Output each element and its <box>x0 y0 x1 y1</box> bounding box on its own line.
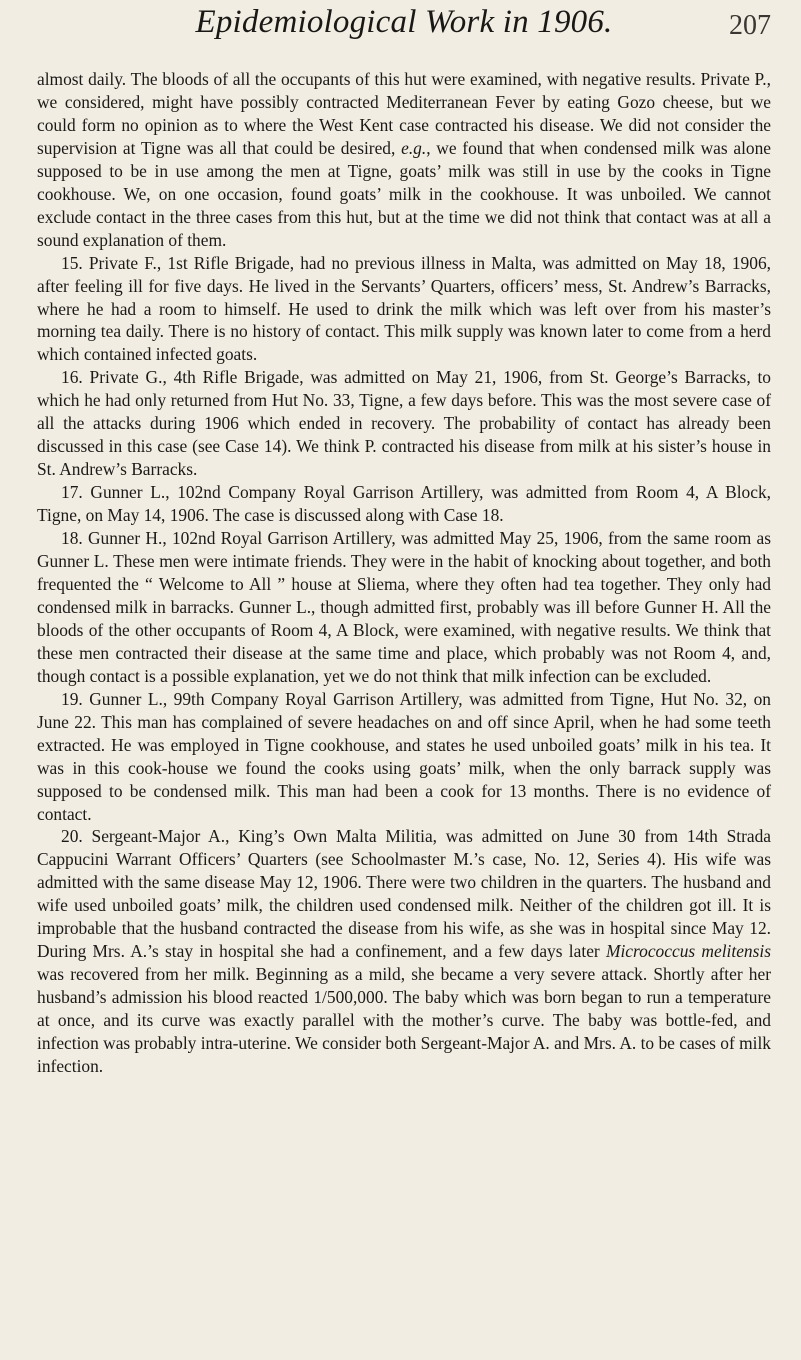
text-run: was recovered from her milk. Beginning as a mild, she became a very severe attack. Shortly after her husband’s admission his blood reacted 1/500,000. The baby which was born began to run a temperature at once, and its curve was exactly parallel with the mother’s curve. The baby was bottle-fed, and infection was probably intra-uterine. We consider both Sergeant-Major A. and Mrs. A. to be cases of milk infection. <box>37 964 771 1076</box>
case-paragraph <box>37 366 771 481</box>
text-run: 15. Private F., 1st Rifle Brigade, had no previous illness in Malta, was admitted on May 18, 1906, after feeling ill for five days. He lived in the Servants’ Quarters, officers’ mess, St. Andrew’s Barracks, where he had a room to himself. He used to drink the milk which was left over from his master’s morning tea daily. There is no history of contact. This milk supply was known later to come from a herd which contained infected goats. <box>37 252 771 365</box>
text-run: 20. Sergeant-Major A., King’s Own Malta Militia, was admitted on June 30 from 14th Strada Cappucini Warrant Officers’ Quarters (see Schoolmaster M.’s case, No. 12, Series 4). His wife was admitted with the same disease May 12, 1906. There were two children in the quarters. The husband and wife used unboiled goats’ milk, the children used condensed milk. Neither of the children got ill. It is improbable that the husband contracted the disease from his wife, as she was in hospital since May 12. During Mrs. A.’s stay in hospital she had a confinement, and a few days later <box>37 826 771 962</box>
text-run: 16. Private G., 4th Rifle Brigade, was admitted on May 21, 1906, from St. George’s Barracks, to which he had only returned from Hut No. 33, Tigne, a few days before. This was the most severe case of all the attacks during 1906 which ended in recovery. The probability of contact has already been discussed in this case (see Case 14). We think P. contracted his disease from milk at his sister’s house in St. Andrew’s Barracks. <box>37 367 771 480</box>
page-number: 207 <box>729 10 771 41</box>
text-run: , we found that when condensed milk was alone supposed to be in use among the men at Tigne, goats’ milk was still in use by the cooks in Tigne cookhouse. We, on one occasion, found goats’ milk in the cookhouse. It was unboiled. We cannot exclude contact in the three cases from this hut, but at the time we did not think that contact was at all a sound explanation of them. <box>37 137 772 250</box>
italic-text: Micrococcus melitensis <box>605 941 771 962</box>
case-paragraph <box>37 527 771 688</box>
text-run: 17. Gunner L., 102nd Company Royal Garrison Artillery, was admitted from Room 4, A Block, Tigne, on May 14, 1906. The case is discussed along with Case 18. <box>37 482 771 526</box>
text-run: 19. Gunner L., 99th Company Royal Garrison Artillery, was admitted from Tigne, Hut No. 32, on June 22. This man has complained of severe headaches on and off since April, when he had some teeth extracted. He was employed in Tigne cookhouse, and states he used unboiled goats’ milk in his tea. It was in this cook-house we found the cooks using goats’ milk, when the only barrack supply was supposed to be condensed milk. This man had been a cook for 13 months. There is no evidence of contact. <box>37 688 771 824</box>
running-title: Epidemiological Work in 1906. <box>195 4 613 40</box>
running-head <box>37 0 771 68</box>
case-paragraph <box>37 252 771 367</box>
case-paragraph <box>37 688 771 826</box>
body-text <box>37 68 771 1078</box>
case-paragraph <box>37 481 771 527</box>
text-run: 18. Gunner H., 102nd Royal Garrison Artillery, was admitted May 25, 1906, from the same room as Gunner L. These men were intimate friends. They were in the habit of knocking about together, and both frequented the “ Welcome to All ” house at Sliema, where they often had tea together. They only had condensed milk in barracks. Gunner L., though admitted first, probably was ill before Gunner H. All the bloods of the other occupants of Room 4, A Block, were examined, with negative results. We think that these men contracted their disease at the same time and place, which probably was not Room 4, and, though contact is a possible explanation, yet we do not think that milk infection can be excluded. <box>37 528 771 686</box>
italic-text: e.g. <box>401 137 427 158</box>
text-run: almost daily. The bloods of all the occupants of this hut were examined, with negative results. Private P., we considered, might have possibly contracted Mediterranean Fever by eating Gozo cheese, but we could form no opinion as to where the West Kent case contracted his disease. We did not consider the supervision at Tigne was all that could be desired, <box>37 69 771 158</box>
paragraph-continued <box>37 68 771 252</box>
case-paragraph <box>37 825 771 1077</box>
